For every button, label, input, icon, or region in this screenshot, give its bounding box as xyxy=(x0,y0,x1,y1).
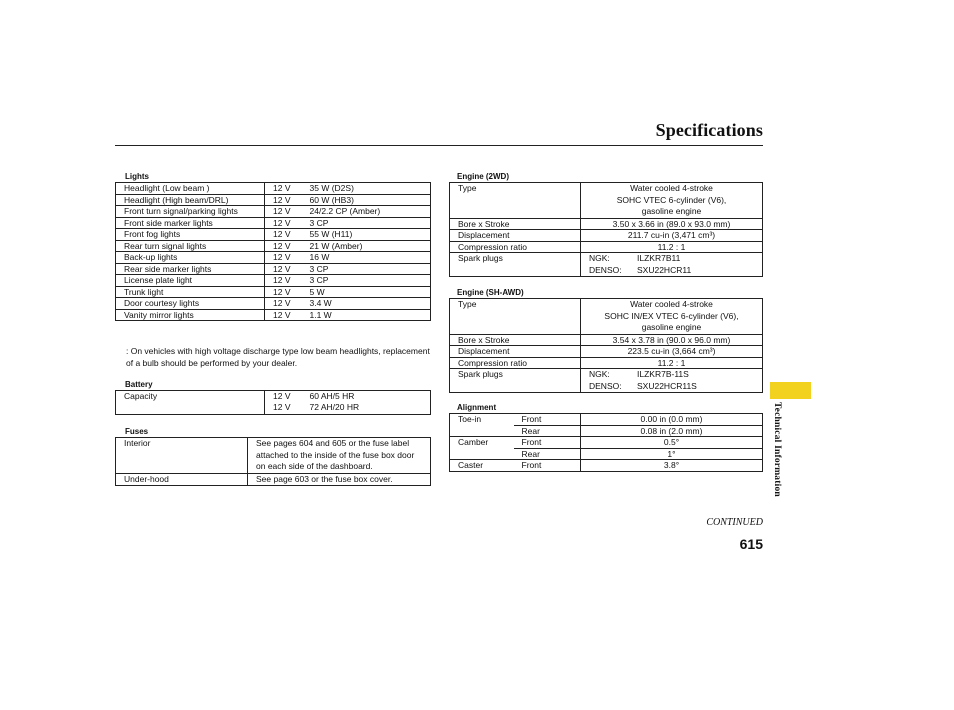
toe-front-value: 0.00 in (0.0 mm) xyxy=(581,414,763,426)
bore-value: 3.54 x 3.78 in (90.0 x 96.0 mm) xyxy=(581,334,763,346)
light-item: Trunk light xyxy=(116,286,265,298)
camber-label: Camber xyxy=(450,437,514,460)
light-rating: 3 CP xyxy=(302,217,431,229)
fuse-item-underhood: Under-hood xyxy=(116,473,248,486)
table-row xyxy=(116,240,431,252)
table-row xyxy=(450,369,763,393)
compression-value: 11.2 : 1 xyxy=(581,241,763,253)
fuse-value-underhood: See page 603 or the fuse box cover. xyxy=(248,473,431,486)
table-row xyxy=(450,299,763,335)
type-value: Water cooled 4-stroke SOHC VTEC 6-cylinder (V6), gasoline engine xyxy=(581,183,763,219)
table-row xyxy=(116,438,431,474)
light-rating: 35 W (D2S) xyxy=(302,183,431,195)
caster-front-label: Front xyxy=(514,460,581,472)
spark-value: NGK: ILZKR7B11 DENSO: SXU22HCR11 xyxy=(581,253,763,277)
table-row xyxy=(116,263,431,275)
battery-rating: 60 AH/5 HR 72 AH/20 HR xyxy=(302,391,431,415)
bore-value: 3.50 x 3.66 in (89.0 x 93.0 mm) xyxy=(581,218,763,230)
table-row xyxy=(450,460,763,472)
table-row xyxy=(116,473,431,486)
table-row xyxy=(116,183,431,195)
light-item: Front fog lights xyxy=(116,229,265,241)
light-volts: 12 V xyxy=(265,275,302,287)
camber-rear-value: 1° xyxy=(581,448,763,460)
light-rating: 3.4 W xyxy=(302,298,431,310)
table-row xyxy=(116,217,431,229)
light-rating: 24/2.2 CP (Amber) xyxy=(302,206,431,218)
light-item: Rear turn signal lights xyxy=(116,240,265,252)
light-volts: 12 V xyxy=(265,309,302,321)
table-row xyxy=(450,241,763,253)
light-volts: 12 V xyxy=(265,263,302,275)
table-row xyxy=(450,357,763,369)
toe-rear-value: 0.08 in (2.0 mm) xyxy=(581,425,763,437)
type-label: Type xyxy=(450,183,581,219)
light-rating: 21 W (Amber) xyxy=(302,240,431,252)
light-item: Front turn signal/parking lights xyxy=(116,206,265,218)
page-title: Specifications xyxy=(655,120,763,140)
light-item: Rear side marker lights xyxy=(116,263,265,275)
title-rule xyxy=(115,145,763,146)
table-row xyxy=(450,253,763,277)
headlight-note: : On vehicles with high voltage discharge type low beam headlights, replacement of a bulb should be performed by your dealer. xyxy=(126,346,430,368)
light-volts: 12 V xyxy=(265,240,302,252)
light-item: Front side marker lights xyxy=(116,217,265,229)
engine-2wd-label: Engine (2WD) xyxy=(457,172,509,181)
displacement-value: 223.5 cu-in (3,664 cm³) xyxy=(581,346,763,358)
displacement-label: Displacement xyxy=(450,346,581,358)
light-volts: 12 V xyxy=(265,194,302,206)
spark-label: Spark plugs xyxy=(450,369,581,393)
spark-label: Spark plugs xyxy=(450,253,581,277)
toe-rear-label: Rear xyxy=(514,425,581,437)
battery-volts: 12 V 12 V xyxy=(265,391,302,415)
light-rating: 3 CP xyxy=(302,263,431,275)
toe-front-label: Front xyxy=(514,414,581,426)
light-item: Vanity mirror lights xyxy=(116,309,265,321)
light-volts: 12 V xyxy=(265,206,302,218)
battery-item: Capacity xyxy=(116,391,265,415)
light-volts: 12 V xyxy=(265,252,302,264)
displacement-label: Displacement xyxy=(450,230,581,242)
compression-label: Compression ratio xyxy=(450,357,581,369)
type-label: Type xyxy=(450,299,581,335)
camber-front-value: 0.5° xyxy=(581,437,763,449)
displacement-value: 211.7 cu-in (3,471 cm³) xyxy=(581,230,763,242)
light-rating: 3 CP xyxy=(302,275,431,287)
alignment-table xyxy=(449,413,763,472)
table-row xyxy=(116,194,431,206)
light-rating: 5 W xyxy=(302,286,431,298)
light-volts: 12 V xyxy=(265,298,302,310)
compression-value: 11.2 : 1 xyxy=(581,357,763,369)
table-row xyxy=(116,391,431,415)
table-row xyxy=(450,230,763,242)
table-row xyxy=(116,252,431,264)
section-tab-label: Technical Information xyxy=(772,402,782,497)
table-row xyxy=(116,286,431,298)
table-row xyxy=(116,229,431,241)
light-rating: 55 W (H11) xyxy=(302,229,431,241)
light-rating: 1.1 W xyxy=(302,309,431,321)
table-row xyxy=(116,309,431,321)
light-volts: 12 V xyxy=(265,217,302,229)
light-item: License plate light xyxy=(116,275,265,287)
light-item: Headlight (Low beam ) xyxy=(116,183,265,195)
battery-table xyxy=(115,390,431,415)
light-item: Door courtesy lights xyxy=(116,298,265,310)
table-row xyxy=(116,298,431,310)
table-row xyxy=(450,437,763,449)
lights-label: Lights xyxy=(125,172,149,181)
table-row xyxy=(116,206,431,218)
light-item: Back-up lights xyxy=(116,252,265,264)
battery-label: Battery xyxy=(125,380,153,389)
caster-label: Caster xyxy=(450,460,514,472)
alignment-label: Alignment xyxy=(457,403,497,412)
camber-front-label: Front xyxy=(514,437,581,449)
table-row xyxy=(116,275,431,287)
type-value: Water cooled 4-stroke SOHC IN/EX VTEC 6-cylinder (V6), gasoline engine xyxy=(581,299,763,335)
light-volts: 12 V xyxy=(265,183,302,195)
fuse-item-interior: Interior xyxy=(116,438,248,474)
page-number: 615 xyxy=(739,536,763,552)
engine-shawd-label: Engine (SH-AWD) xyxy=(457,288,524,297)
caster-front-value: 3.8° xyxy=(581,460,763,472)
camber-rear-label: Rear xyxy=(514,448,581,460)
lights-table xyxy=(115,182,431,321)
section-tab xyxy=(770,382,811,399)
table-row xyxy=(450,334,763,346)
table-row xyxy=(450,414,763,426)
compression-label: Compression ratio xyxy=(450,241,581,253)
light-volts: 12 V xyxy=(265,286,302,298)
engine-2wd-table xyxy=(449,182,763,277)
light-volts: 12 V xyxy=(265,229,302,241)
bore-label: Bore x Stroke xyxy=(450,218,581,230)
light-rating: 16 W xyxy=(302,252,431,264)
light-rating: 60 W (HB3) xyxy=(302,194,431,206)
toe-in-label: Toe-in xyxy=(450,414,514,437)
table-row xyxy=(450,183,763,219)
fuses-label: Fuses xyxy=(125,427,149,436)
table-row xyxy=(450,218,763,230)
fuses-table xyxy=(115,437,431,486)
engine-shawd-table xyxy=(449,298,763,393)
bore-label: Bore x Stroke xyxy=(450,334,581,346)
spark-value: NGK: ILZKR7B-11S DENSO: SXU22HCR11S xyxy=(581,369,763,393)
table-row xyxy=(450,346,763,358)
light-item: Headlight (High beam/DRL) xyxy=(116,194,265,206)
continued-label: CONTINUED xyxy=(706,517,763,528)
fuse-value-interior: See pages 604 and 605 or the fuse label attached to the inside of the fuse box door on each side of the dashboard. xyxy=(248,438,431,474)
